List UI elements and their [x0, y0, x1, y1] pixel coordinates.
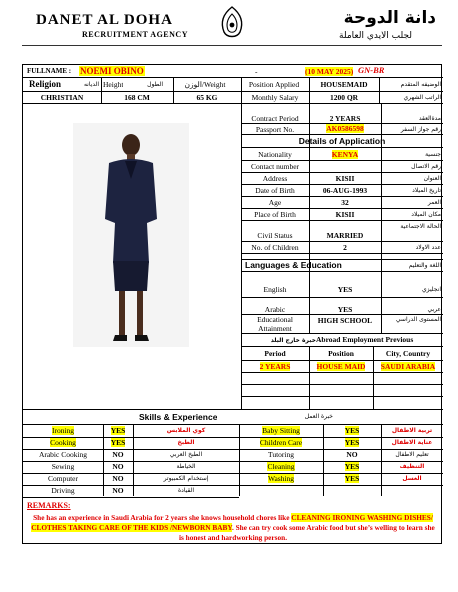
- details-value: KENYA: [331, 150, 359, 159]
- languages-title: Languages & Education: [245, 260, 342, 270]
- company-name-en: DANET AL DOHA: [36, 12, 173, 28]
- divider: [23, 103, 443, 104]
- skill-label-ar: كوي الملابس: [166, 427, 206, 434]
- details-label: Contact number: [250, 162, 300, 171]
- details-value-wrap: [309, 198, 381, 207]
- skill-label: Driving: [51, 486, 75, 495]
- divider: [101, 77, 102, 103]
- education-label: Educational Attainment: [257, 315, 293, 333]
- skill-right-cell: [323, 438, 381, 447]
- details-value: KISII: [335, 210, 355, 219]
- details-value-wrap: [309, 243, 381, 252]
- skill-label-ar: تعليم الاطفال: [395, 451, 429, 458]
- education-value: HIGH SCHOOL: [317, 316, 373, 325]
- divider: [241, 396, 443, 397]
- skill-right-cell: [323, 474, 381, 483]
- divider: [379, 77, 380, 103]
- skill-label: Washing: [267, 474, 295, 483]
- company-subtitle-ar: لجلب الايدي العاملة: [339, 31, 412, 41]
- details-label-ar: عدد الاولاد: [415, 244, 441, 251]
- skill-left-cell: [103, 474, 133, 483]
- divider: [103, 424, 104, 496]
- divider: [23, 409, 443, 410]
- employment-col-period: Period: [264, 349, 286, 358]
- skill-right-cell: [381, 450, 443, 459]
- skill-right-cell: [239, 474, 323, 483]
- employment-col-country: City, Country: [385, 349, 431, 358]
- passport-label-ar: رقم جواز السفر: [400, 126, 441, 133]
- details-value: 32: [341, 198, 349, 207]
- skill-label: Children Care: [259, 438, 303, 447]
- skill-right-cell: [323, 462, 381, 471]
- religion-label: Religion: [29, 79, 62, 89]
- skill-right-cell: [381, 426, 443, 435]
- remarks-text-1: She has an experience in Saudi Arabia for 2 years she knows household chores like: [33, 513, 292, 522]
- skill-label: Sewing: [51, 462, 75, 471]
- divider: [23, 424, 443, 425]
- divider: [373, 346, 374, 409]
- divider: [173, 77, 174, 103]
- divider: [241, 333, 443, 334]
- employment-title-ar: خبرة خارج البلد: [270, 337, 317, 344]
- skill-left-cell: [23, 426, 103, 435]
- divider: [241, 147, 443, 148]
- application-date: (10 MAY 2025): [305, 67, 354, 76]
- remarks-text-highlight: CLEANING IRONING WASHING DISHES/ CLOTHES TAKING CARE OF THE KIDS /NEWBORN BABY: [31, 513, 433, 532]
- passport-value-wrap: [309, 124, 381, 133]
- skill-right-cell: [239, 438, 323, 447]
- skill-label-ar: الطبخ: [177, 439, 195, 446]
- divider: [241, 220, 443, 221]
- skill-right-cell: [239, 462, 323, 471]
- employment-country-wrap: [373, 362, 443, 371]
- employment-country: SAUDI ARABIA: [380, 362, 436, 371]
- religion-label-ar: الديانه: [83, 81, 99, 88]
- employment-position: HOUSE MAID: [316, 362, 366, 371]
- divider: [241, 241, 443, 242]
- skill-value: YES: [344, 426, 360, 435]
- skill-label-ar: تربية الاطفال: [391, 427, 433, 434]
- skill-left-cell: [23, 450, 103, 459]
- company-subtitle-en: RECRUITMENT AGENCY: [82, 30, 188, 39]
- divider: [241, 196, 443, 197]
- arabic-value: YES: [337, 305, 353, 314]
- position-value: HOUSEMAID: [320, 80, 368, 89]
- details-value: MARRIED: [326, 231, 364, 240]
- skill-right-cell: [381, 462, 443, 471]
- details-label: Nationality: [258, 150, 292, 159]
- employment-title-wrap: [241, 335, 443, 345]
- remarks-text: [29, 513, 437, 543]
- contract-label-ar: مدةالعقد: [418, 115, 441, 122]
- arabic-label: Arabic: [264, 305, 286, 314]
- employment-col-position: Position: [328, 349, 354, 358]
- skill-left-cell: [103, 450, 133, 459]
- skill-left-cell: [133, 474, 239, 483]
- divider: [241, 172, 443, 173]
- details-value: 2: [343, 243, 347, 252]
- details-label-ar: مكان الميلاد: [411, 211, 441, 218]
- skill-right-cell: [381, 474, 443, 483]
- fullname-dash: -: [255, 67, 258, 76]
- skill-left-cell: [23, 486, 103, 495]
- details-value: 06-AUG-1993: [322, 186, 368, 195]
- languages-title-ar: اللغة والتعليم: [408, 262, 441, 269]
- skill-left-cell: [103, 486, 133, 495]
- skill-value: YES: [344, 462, 360, 471]
- skill-left-cell: [133, 438, 239, 447]
- skill-value: NO: [112, 450, 124, 459]
- passport-label: Passport No.: [255, 125, 295, 134]
- company-name-ar: دانة الدوحة: [343, 8, 436, 28]
- skill-right-cell: [239, 450, 323, 459]
- divider: [241, 372, 443, 373]
- skill-left-cell: [23, 474, 103, 483]
- skill-value: NO: [346, 450, 358, 459]
- skill-label: Cooking: [50, 438, 76, 447]
- salary-label-ar: الراتب الشهري: [403, 94, 441, 101]
- employment-period: 2 YEARS: [259, 362, 291, 371]
- details-label-ar: جنسية: [425, 151, 441, 158]
- skill-label: Arabic Cooking: [38, 450, 88, 459]
- details-label: Address: [262, 174, 288, 183]
- skill-label-ar: التنظيف: [399, 463, 425, 470]
- divider: [241, 134, 443, 135]
- height-label: Height: [103, 80, 124, 89]
- details-value-wrap: [309, 186, 381, 195]
- divider: [241, 208, 443, 209]
- height-value: 168 CM: [124, 93, 150, 102]
- passport-value: AK0586598: [326, 124, 364, 133]
- application-sheet: [22, 64, 442, 544]
- skill-value: YES: [344, 438, 360, 447]
- details-label: Age: [268, 198, 282, 207]
- skill-label: Cleaning: [267, 462, 295, 471]
- divider: [309, 346, 310, 409]
- weight-value: 65 KG: [196, 93, 218, 102]
- skill-value: YES: [344, 474, 360, 483]
- contract-value: 2 YEARS: [329, 114, 361, 123]
- skill-right-cell: [239, 426, 323, 435]
- skill-label: Computer: [48, 474, 78, 483]
- skill-label-ar: القيادة: [178, 487, 194, 494]
- skill-left-cell: [103, 462, 133, 471]
- divider: [241, 271, 443, 272]
- details-label-ar: رقم الاتصال: [411, 163, 441, 170]
- english-label-ar: انجليزي: [421, 286, 441, 293]
- details-value: KISII: [335, 174, 355, 183]
- details-label: Date of Birth: [255, 186, 295, 195]
- weight-label: الوزن/Weight: [184, 80, 226, 89]
- divider: [239, 424, 240, 496]
- details-value-wrap: [309, 150, 381, 159]
- skill-value: YES: [110, 426, 126, 435]
- details-title: Details of Application: [298, 136, 386, 146]
- divider: [241, 253, 443, 254]
- skill-label: Ironing: [51, 426, 75, 435]
- details-label: Civil Status: [257, 231, 293, 240]
- skill-label-ar: الغسل: [402, 475, 422, 482]
- skill-left-cell: [23, 462, 103, 471]
- salary-label: Monthly Salary: [251, 93, 299, 102]
- fullname-label: FULLNAME :: [27, 67, 72, 75]
- divider: [241, 297, 443, 298]
- skill-label-ar: الخياطة: [176, 463, 196, 470]
- application-code: GN-BR: [358, 66, 385, 75]
- divider: [239, 485, 443, 486]
- salary-value: 1200 QR: [329, 93, 359, 102]
- english-value: YES: [337, 285, 353, 294]
- skill-value: YES: [110, 438, 126, 447]
- remarks-label: REMARKS:: [27, 501, 71, 510]
- divider: [23, 497, 239, 498]
- skill-left-cell: [133, 450, 239, 459]
- divider: [241, 346, 443, 347]
- divider: [23, 91, 443, 92]
- position-label: Position Applied: [248, 80, 300, 89]
- skill-right-cell: [323, 450, 381, 459]
- skill-left-cell: [133, 486, 239, 495]
- skill-value: NO: [112, 474, 124, 483]
- skill-label-ar: الطبخ العربي: [169, 451, 203, 458]
- details-label: Place of Birth: [254, 210, 296, 219]
- details-label-ar: العمر: [427, 199, 441, 206]
- height-label-ar: الطول: [147, 81, 163, 88]
- skill-right-cell: [381, 438, 443, 447]
- religion-value: CHRISTIAN: [40, 93, 84, 102]
- english-label: English: [263, 285, 287, 294]
- skill-value: NO: [112, 462, 124, 471]
- skill-left-cell: [103, 438, 133, 447]
- employment-period-wrap: [241, 362, 309, 371]
- candidate-photo: [73, 123, 189, 347]
- skill-label-ar: إستخدام الكمبيوتر: [163, 475, 209, 482]
- employment-position-wrap: [309, 362, 373, 371]
- divider: [241, 160, 443, 161]
- header-divider: [22, 45, 442, 46]
- skills-title: Skills & Experience: [139, 412, 218, 422]
- skills-title-ar: خبرة العمل: [304, 413, 333, 420]
- arabic-label-ar: عربي: [427, 306, 441, 313]
- skill-left-cell: [133, 462, 239, 471]
- skill-left-cell: [23, 438, 103, 447]
- details-label-ar: الحالة الاجتماعية: [400, 223, 441, 230]
- skill-left-cell: [133, 426, 239, 435]
- divider: [241, 184, 443, 185]
- divider: [323, 424, 324, 496]
- letterhead: [22, 6, 442, 46]
- position-label-ar: الوضيفه المتقدم: [400, 81, 441, 88]
- details-label: No. of Children: [251, 243, 299, 252]
- details-label-ar: تاريخ الميلاد: [412, 187, 441, 194]
- company-logo-icon: [214, 4, 250, 42]
- details-value-wrap: [309, 231, 381, 240]
- divider: [241, 77, 242, 103]
- employment-title: Abroad Employment Previous: [316, 335, 414, 344]
- details-value-wrap: [309, 174, 381, 183]
- divider: [381, 424, 382, 496]
- details-label-ar: العنوان: [423, 175, 441, 182]
- divider: [309, 77, 310, 103]
- skill-label: Baby Sitting: [262, 426, 300, 435]
- skill-right-cell: [323, 426, 381, 435]
- skill-left-cell: [103, 426, 133, 435]
- fullname-value: NOEMI OBINO: [80, 66, 144, 76]
- contract-label: Contract Period: [251, 114, 299, 123]
- divider: [133, 424, 134, 496]
- education-label-ar: المستوى الدراسي: [395, 316, 441, 323]
- details-value-wrap: [309, 210, 381, 219]
- divider: [241, 384, 443, 385]
- skill-label: Tutoring: [268, 450, 294, 459]
- skill-value: NO: [112, 486, 124, 495]
- divider: [241, 360, 443, 361]
- remarks-text-2: . She can try cook some Arabic food but she’s welling to learn she is honest and hardworking person.: [178, 523, 435, 542]
- skill-label-ar: عناية الاطفال: [391, 439, 433, 446]
- divider: [23, 77, 443, 78]
